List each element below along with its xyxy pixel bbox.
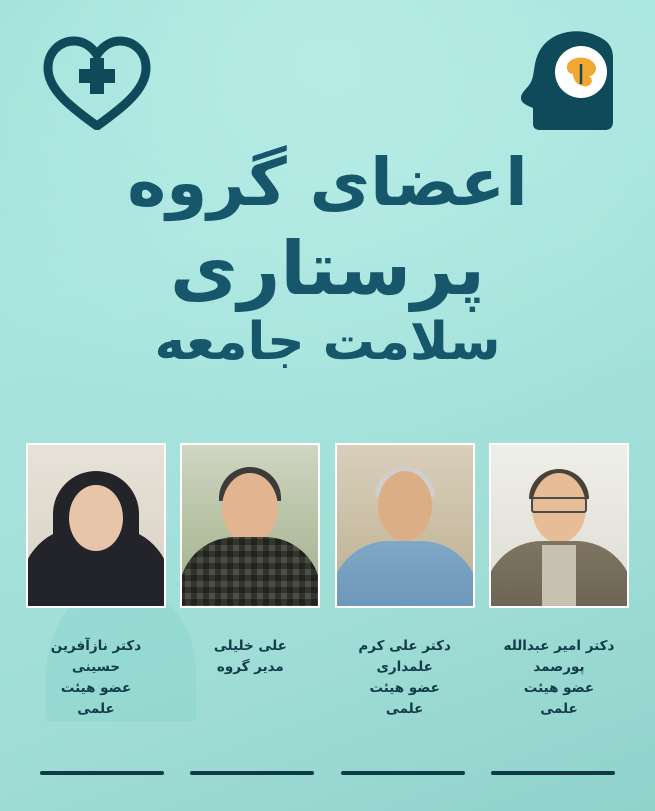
- photo-amir-abdollah-poursamad: [489, 443, 629, 608]
- photo-torso: [335, 541, 475, 608]
- photo-ali-khalili: [180, 443, 320, 608]
- member-photo-row: [26, 443, 629, 608]
- poster-title-line-2: پرستاری: [169, 226, 485, 312]
- caption-line: پورصمد: [533, 658, 585, 675]
- head-brain-icon: [519, 28, 615, 132]
- member-caption-row: [26, 636, 629, 720]
- photo-face: [378, 471, 432, 541]
- photo-face: [69, 485, 123, 551]
- bottom-rule-row: [40, 771, 615, 775]
- photo-ali-karam-elmdari: [335, 443, 475, 608]
- caption-line: علمی: [385, 700, 424, 717]
- caption-line: علمداری: [376, 658, 433, 675]
- divider-rule: [40, 771, 164, 775]
- caption-line: عضو هیئت: [523, 679, 595, 696]
- caption-line: مدیر گروه: [216, 658, 284, 675]
- poster-title-block: [0, 144, 655, 372]
- caption-ali-karam-elmdari: [335, 636, 475, 720]
- heart-medical-cross-icon: [42, 34, 152, 130]
- caption-line: علمی: [540, 700, 578, 717]
- poster-title-line-1: اعضای گروه: [127, 144, 528, 221]
- divider-rule: [190, 771, 314, 775]
- photo-naz-afarin-hosseini: [26, 443, 166, 608]
- caption-line: علی خلیلی: [213, 638, 287, 654]
- caption-line: علمی: [77, 700, 115, 717]
- photo-shirt: [542, 545, 576, 608]
- divider-rule: [491, 771, 615, 775]
- caption-line: دکتر علی کرم: [358, 638, 451, 654]
- caption-amir-abdollah-poursamad: [489, 636, 629, 720]
- caption-line: دکتر امیر عبدالله: [503, 638, 615, 654]
- caption-line: عضو هیئت: [369, 679, 440, 696]
- caption-naz-afarin-hosseini: [26, 636, 166, 720]
- photo-face: [222, 473, 278, 543]
- caption-line: دکتر نازآفرین: [50, 638, 142, 654]
- photo-glasses: [531, 497, 587, 513]
- photo-torso: [180, 537, 320, 608]
- divider-rule: [341, 771, 465, 775]
- caption-line: عضو هیئت: [60, 679, 132, 696]
- poster-title-line-3: سلامت جامعه: [154, 312, 501, 372]
- caption-line: حسینی: [71, 658, 121, 675]
- caption-ali-khalili: [180, 636, 320, 720]
